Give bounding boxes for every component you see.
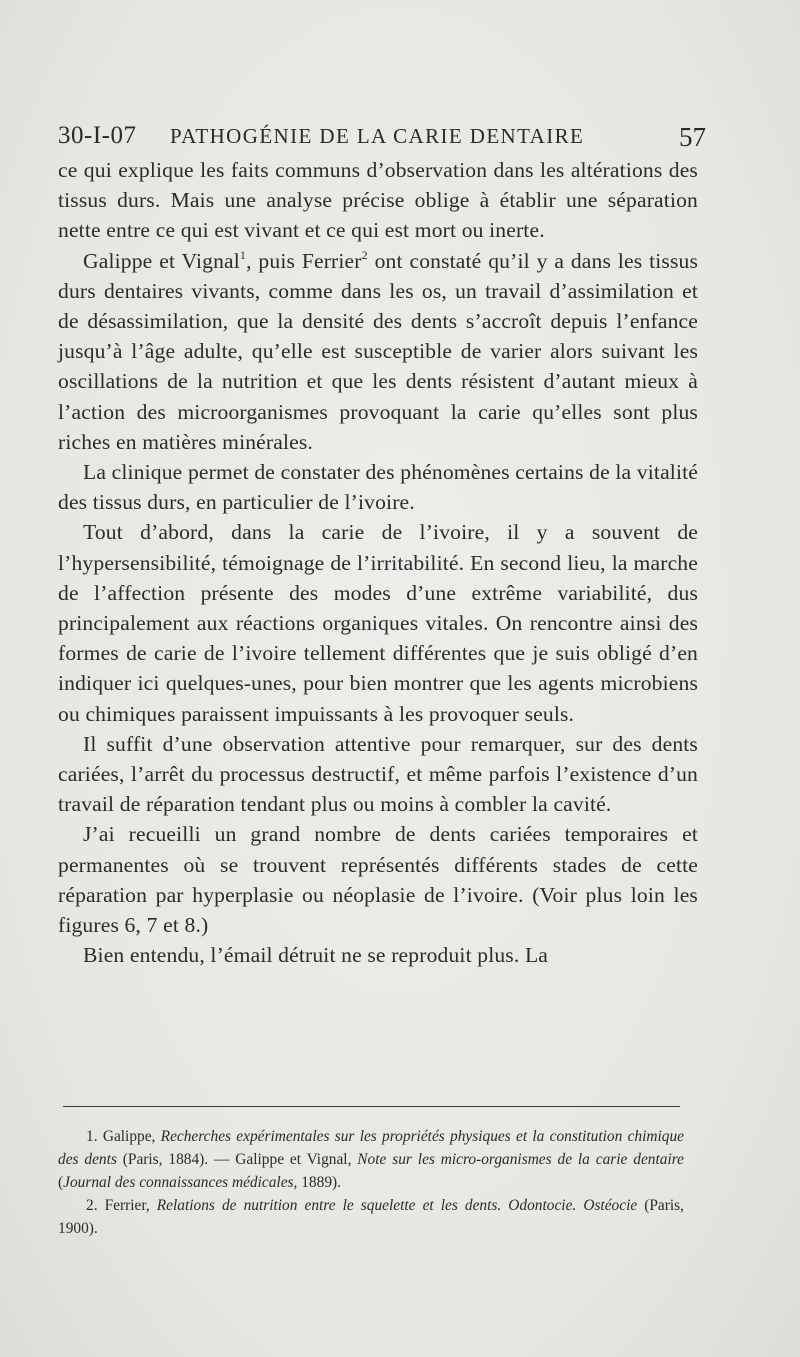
fn2-text-a: Ferrier, bbox=[104, 1197, 157, 1214]
header-title: PATHOGÉNIE DE LA CARIE DENTAIRE bbox=[170, 124, 585, 148]
body-text bbox=[58, 155, 698, 970]
fn1-title-2: Note sur les micro-organismes de la carie dentaire bbox=[357, 1151, 684, 1168]
footnote-ref-1: 1 bbox=[239, 247, 247, 262]
fn1-text-a: Galippe, bbox=[102, 1128, 161, 1145]
fn2-text-c: (Paris, 1900). bbox=[58, 1197, 684, 1237]
paragraph-4: Tout d’abord, dans la carie de l’ivoire, il y a souvent de l’hypersensibilité, témoignage de l’irritabilité. En second lieu, la marche de l’affection présente des modes d’une extrême variabilité, dus principalement aux réactions organiques vitales. On rencontre ainsi des formes de carie de l’ivoire tellement différentes que je suis obligé d’en indiquer ici quelques-unes, pour bien montrer que les agents microbiens ou chimiques paraissent impuissants à les provoquer seuls. bbox=[58, 520, 698, 726]
page-number: 57 bbox=[679, 122, 706, 152]
fn2-number: 2. bbox=[86, 1197, 105, 1214]
p2-text-b: , puis Ferrier bbox=[246, 248, 362, 273]
footnotes bbox=[58, 1125, 684, 1240]
fn1-journal: Journal des connaissances médicales bbox=[63, 1174, 294, 1191]
running-header bbox=[58, 118, 706, 158]
p2-text-c: ont constaté qu’il y a dans les tissus durs dentaires vivants, comme dans les os, un travail d’assimilation et de désassimilation, que la densité des dents s’accroît depuis l’enfance jusqu’à l’âge adulte, qu’elle est susceptible de varier alors suivant les oscillations de la nutrition et que les dents résistent d’autant mieux à l’action des microorganismes provoquant la carie qu’elles sont plus riches en matières minérales. bbox=[58, 248, 699, 454]
footnote-divider bbox=[63, 1106, 680, 1107]
fn1-text-c: (Paris, 1884). — Galippe et Vignal, bbox=[116, 1151, 358, 1168]
paragraph-3: La clinique permet de constater des phénomènes certains de la vitalité des tissus durs, en particulier de l’ivoire. bbox=[58, 460, 698, 515]
paragraph-2 bbox=[58, 246, 698, 457]
fn1-title-1: Recherches expérimentales sur les propriétés physiques et la constitution chimique des dents bbox=[58, 1128, 685, 1168]
fn1-number: 1. bbox=[86, 1128, 103, 1145]
fn2-title: Relations de nutrition entre le squelette et les dents. Odontocie. Ostéocie bbox=[156, 1197, 638, 1214]
fn1-text-e: ( bbox=[58, 1174, 64, 1191]
fn1-text-g: , 1889). bbox=[293, 1174, 341, 1191]
header-date-ref: 30-I-07 bbox=[58, 122, 137, 149]
footnote-1 bbox=[58, 1125, 684, 1194]
paragraph-1: ce qui explique les faits communs d’observation dans les altérations des tissus durs. Mais une analyse précise oblige à établir une séparation nette entre ce qui est vivant et ce qui est mort ou inerte. bbox=[58, 158, 698, 243]
paragraph-7: Bien entendu, l’émail détruit ne se reproduit plus. La bbox=[83, 943, 549, 968]
p2-text-a: Galippe et Vignal bbox=[83, 248, 240, 273]
footnote-2 bbox=[58, 1194, 684, 1240]
footnote-ref-2: 2 bbox=[361, 247, 368, 262]
paragraph-5: Il suffit d’une observation attentive pour remarquer, sur des dents cariées, l’arrêt du processus destructif, et même parfois l’existence d’un travail de réparation tendant plus ou moins à combler la cavité. bbox=[58, 731, 698, 817]
paragraph-6: J’ai recueilli un grand nombre de dents cariées temporaires et permanentes où se trouvent représentés différents stades de cette réparation par hyperplasie ou néoplasie de l’ivoire. (Voir plus loin les figures 6, 7 et 8.) bbox=[58, 822, 698, 938]
